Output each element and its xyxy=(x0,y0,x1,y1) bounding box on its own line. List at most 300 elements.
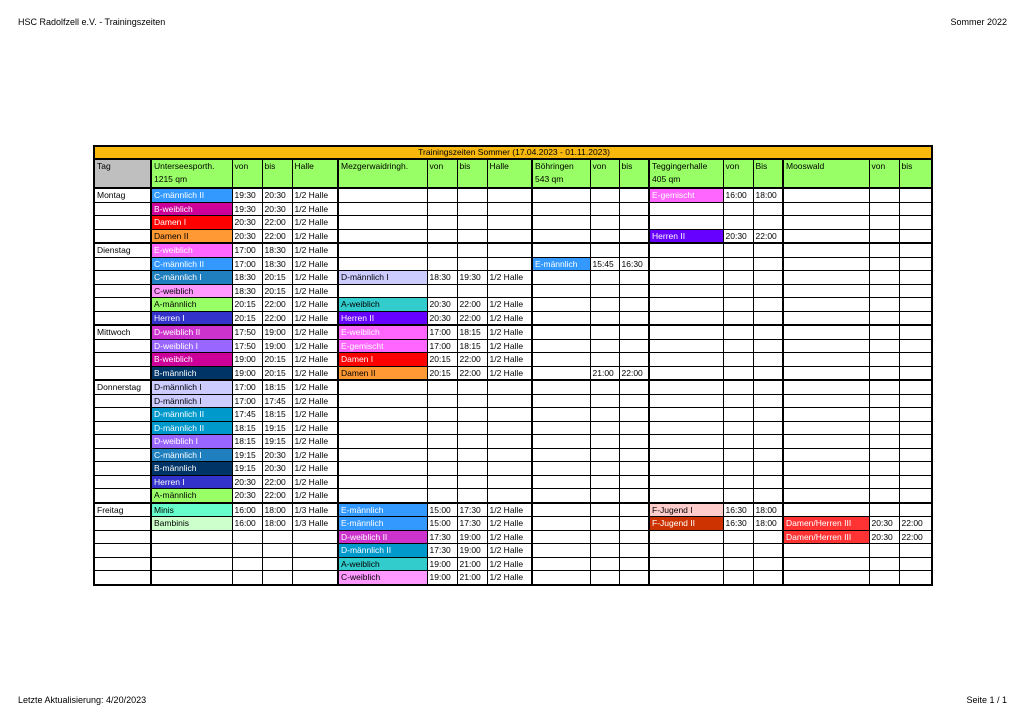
mooswald-bis xyxy=(899,557,932,571)
teggingerhalle-von: 16:30 xyxy=(723,517,753,531)
boehringen-team xyxy=(532,298,590,312)
day-cell xyxy=(94,353,151,367)
mezgerwaidring-von xyxy=(427,421,457,435)
teggingerhalle-team xyxy=(649,339,723,353)
day-cell xyxy=(94,408,151,422)
unterseesporthalle-bis: 20:15 xyxy=(262,271,292,285)
mezgerwaidring-von xyxy=(427,188,457,202)
day-cell: Montag xyxy=(94,188,151,202)
mooswald-von xyxy=(869,380,899,394)
mooswald-bis xyxy=(899,298,932,312)
table-row xyxy=(94,435,932,449)
mezgerwaidring-team: E-weiblich xyxy=(338,325,427,339)
boehringen-bis: 16:30 xyxy=(619,257,649,271)
boehringen-team xyxy=(532,489,590,503)
unterseesporthalle-bis: 18:00 xyxy=(262,517,292,531)
unterseesporthalle-team: Damen II xyxy=(151,229,232,243)
teggingerhalle-von: 20:30 xyxy=(723,229,753,243)
teggingerhalle-von xyxy=(723,284,753,298)
mooswald-bis xyxy=(899,229,932,243)
mezgerwaidring-halle: 1/2 Halle xyxy=(487,571,532,585)
mezgerwaidring-von: 17:30 xyxy=(427,544,457,558)
page-number-footer: Seite 1 / 1 xyxy=(966,695,1007,705)
mezgerwaidring-von: 18:30 xyxy=(427,271,457,285)
boehringen-team xyxy=(532,408,590,422)
boehringen-von xyxy=(590,435,619,449)
mooswald-bis xyxy=(899,489,932,503)
unterseesporthalle-team: D-männlich I xyxy=(151,380,232,394)
mooswald-von xyxy=(869,366,899,380)
boehringen-bis xyxy=(619,229,649,243)
mezgerwaidring-bis xyxy=(457,448,487,462)
unterseesporthalle-bis: 20:15 xyxy=(262,353,292,367)
mooswald-bis xyxy=(899,311,932,325)
mezgerwaidring-halle: 1/2 Halle xyxy=(487,339,532,353)
table-row xyxy=(94,448,932,462)
teggingerhalle-von xyxy=(723,394,753,408)
boehringen-bis xyxy=(619,394,649,408)
mooswald-team xyxy=(783,229,869,243)
teggingerhalle-bis xyxy=(753,448,783,462)
unterseesporthalle-team: D-männlich II xyxy=(151,421,232,435)
table-row xyxy=(94,366,932,380)
table-row xyxy=(94,298,932,312)
unterseesporthalle-von: 17:00 xyxy=(232,257,262,271)
table-row xyxy=(94,325,932,339)
unterseesporthalle-halle: 1/2 Halle xyxy=(292,271,338,285)
mooswald-von xyxy=(869,339,899,353)
mezgerwaidring-bis: 19:00 xyxy=(457,544,487,558)
unterseesporthalle-halle: 1/2 Halle xyxy=(292,298,338,312)
unterseesporthalle-bis: 20:15 xyxy=(262,284,292,298)
boehringen-bis xyxy=(619,408,649,422)
boehringen-von xyxy=(590,229,619,243)
mezgerwaidring-team: E-gemischt xyxy=(338,339,427,353)
mezgerwaidring-halle xyxy=(487,229,532,243)
unterseesporthalle-bis: 20:30 xyxy=(262,188,292,202)
unterseesporthalle-halle: 1/2 Halle xyxy=(292,435,338,449)
boehringen-von xyxy=(590,448,619,462)
mooswald-team xyxy=(783,489,869,503)
teggingerhalle-von xyxy=(723,366,753,380)
mezgerwaidring-von xyxy=(427,408,457,422)
mooswald-von xyxy=(869,284,899,298)
header-t-bis: Bis xyxy=(753,159,783,188)
unterseesporthalle-team: C-männlich I xyxy=(151,448,232,462)
teggingerhalle-bis xyxy=(753,475,783,489)
mooswald-von xyxy=(869,188,899,202)
day-cell: Donnerstag xyxy=(94,380,151,394)
mooswald-bis xyxy=(899,408,932,422)
teggingerhalle-bis xyxy=(753,530,783,544)
unterseesporthalle-halle: 1/2 Halle xyxy=(292,489,338,503)
mezgerwaidring-von: 17:00 xyxy=(427,339,457,353)
mooswald-von: 20:30 xyxy=(869,530,899,544)
boehringen-team xyxy=(532,353,590,367)
teggingerhalle-bis xyxy=(753,339,783,353)
teggingerhalle-von xyxy=(723,448,753,462)
mezgerwaidring-halle xyxy=(487,257,532,271)
boehringen-team xyxy=(532,394,590,408)
mooswald-von xyxy=(869,311,899,325)
boehringen-von xyxy=(590,339,619,353)
mezgerwaidring-bis xyxy=(457,216,487,230)
boehringen-von xyxy=(590,530,619,544)
mooswald-team xyxy=(783,421,869,435)
mezgerwaidring-bis xyxy=(457,408,487,422)
boehringen-bis xyxy=(619,243,649,257)
unterseesporthalle-von: 18:15 xyxy=(232,421,262,435)
teggingerhalle-von xyxy=(723,557,753,571)
teggingerhalle-team xyxy=(649,216,723,230)
mezgerwaidring-bis: 21:00 xyxy=(457,557,487,571)
teggingerhalle-von xyxy=(723,325,753,339)
table-row xyxy=(94,544,932,558)
mooswald-von xyxy=(869,544,899,558)
boehringen-team xyxy=(532,188,590,202)
header-t-von: von xyxy=(723,159,753,188)
mezgerwaidring-halle: 1/2 Halle xyxy=(487,353,532,367)
teggingerhalle-von xyxy=(723,571,753,585)
mezgerwaidring-bis xyxy=(457,284,487,298)
boehringen-von xyxy=(590,243,619,257)
header-u-halle: Halle xyxy=(292,159,338,188)
mezgerwaidring-von xyxy=(427,216,457,230)
mezgerwaidring-bis: 17:30 xyxy=(457,517,487,531)
boehringen-team xyxy=(532,243,590,257)
unterseesporthalle-von: 20:30 xyxy=(232,229,262,243)
table-row xyxy=(94,271,932,285)
table-row xyxy=(94,503,932,517)
teggingerhalle-bis xyxy=(753,284,783,298)
mooswald-von xyxy=(869,408,899,422)
mezgerwaidring-von: 20:30 xyxy=(427,298,457,312)
unterseesporthalle-von: 20:15 xyxy=(232,311,262,325)
boehringen-bis xyxy=(619,489,649,503)
day-cell xyxy=(94,298,151,312)
teggingerhalle-bis: 22:00 xyxy=(753,229,783,243)
teggingerhalle-von xyxy=(723,202,753,216)
mooswald-bis xyxy=(899,380,932,394)
teggingerhalle-von xyxy=(723,216,753,230)
mezgerwaidring-team: E-männlich xyxy=(338,503,427,517)
mezgerwaidring-von: 17:30 xyxy=(427,530,457,544)
teggingerhalle-team xyxy=(649,380,723,394)
teggingerhalle-team xyxy=(649,311,723,325)
mezgerwaidring-bis: 17:30 xyxy=(457,503,487,517)
mooswald-team xyxy=(783,503,869,517)
table-row xyxy=(94,557,932,571)
day-cell xyxy=(94,544,151,558)
unterseesporthalle-team: D-weiblich I xyxy=(151,435,232,449)
mooswald-von xyxy=(869,298,899,312)
boehringen-bis xyxy=(619,311,649,325)
mezgerwaidring-halle xyxy=(487,380,532,394)
unterseesporthalle-von: 17:50 xyxy=(232,339,262,353)
mezgerwaidring-team xyxy=(338,475,427,489)
mooswald-team xyxy=(783,216,869,230)
boehringen-team xyxy=(532,325,590,339)
boehringen-bis xyxy=(619,517,649,531)
mezgerwaidring-team: C-weiblich xyxy=(338,571,427,585)
unterseesporthalle-team: Herren I xyxy=(151,475,232,489)
table-row xyxy=(94,517,932,531)
unterseesporthalle-von: 17:45 xyxy=(232,408,262,422)
unterseesporthalle-bis: 19:00 xyxy=(262,339,292,353)
mezgerwaidring-bis: 19:00 xyxy=(457,530,487,544)
boehringen-bis xyxy=(619,448,649,462)
mezgerwaidring-bis: 22:00 xyxy=(457,298,487,312)
mooswald-team xyxy=(783,462,869,476)
boehringen-von xyxy=(590,571,619,585)
mezgerwaidring-von xyxy=(427,489,457,503)
teggingerhalle-von: 16:30 xyxy=(723,503,753,517)
unterseesporthalle-halle: 1/2 Halle xyxy=(292,202,338,216)
unterseesporthalle-halle: 1/2 Halle xyxy=(292,380,338,394)
unterseesporthalle-bis: 20:30 xyxy=(262,202,292,216)
mezgerwaidring-team: D-männlich II xyxy=(338,544,427,558)
teggingerhalle-team xyxy=(649,325,723,339)
unterseesporthalle-bis xyxy=(262,530,292,544)
boehringen-bis xyxy=(619,503,649,517)
teggingerhalle-team xyxy=(649,394,723,408)
table-row xyxy=(94,475,932,489)
unterseesporthalle-bis: 22:00 xyxy=(262,475,292,489)
boehringen-team xyxy=(532,571,590,585)
mezgerwaidring-halle: 1/2 Halle xyxy=(487,530,532,544)
day-cell xyxy=(94,284,151,298)
boehringen-team xyxy=(532,517,590,531)
boehringen-bis xyxy=(619,298,649,312)
unterseesporthalle-von: 20:30 xyxy=(232,216,262,230)
unterseesporthalle-von: 20:15 xyxy=(232,298,262,312)
mooswald-von xyxy=(869,353,899,367)
day-cell xyxy=(94,339,151,353)
table-row xyxy=(94,202,932,216)
unterseesporthalle-bis: 20:30 xyxy=(262,448,292,462)
boehringen-team xyxy=(532,530,590,544)
unterseesporthalle-halle: 1/3 Halle xyxy=(292,503,338,517)
mooswald-bis xyxy=(899,462,932,476)
mooswald-team xyxy=(783,271,869,285)
mooswald-von xyxy=(869,271,899,285)
mooswald-team xyxy=(783,571,869,585)
unterseesporthalle-bis xyxy=(262,571,292,585)
unterseesporthalle-team xyxy=(151,557,232,571)
mezgerwaidring-von xyxy=(427,243,457,257)
boehringen-von xyxy=(590,421,619,435)
mezgerwaidring-halle xyxy=(487,394,532,408)
boehringen-bis xyxy=(619,557,649,571)
boehringen-von xyxy=(590,557,619,571)
mezgerwaidring-bis xyxy=(457,188,487,202)
boehringen-bis xyxy=(619,530,649,544)
mezgerwaidring-halle xyxy=(487,284,532,298)
boehringen-team xyxy=(532,380,590,394)
mezgerwaidring-halle xyxy=(487,462,532,476)
teggingerhalle-bis xyxy=(753,298,783,312)
boehringen-team xyxy=(532,202,590,216)
unterseesporthalle-halle: 1/2 Halle xyxy=(292,243,338,257)
unterseesporthalle-bis: 18:15 xyxy=(262,380,292,394)
mezgerwaidring-bis: 22:00 xyxy=(457,353,487,367)
unterseesporthalle-team: C-männlich II xyxy=(151,188,232,202)
header-w-bis: bis xyxy=(899,159,932,188)
mooswald-von xyxy=(869,435,899,449)
boehringen-bis xyxy=(619,462,649,476)
boehringen-von xyxy=(590,475,619,489)
mezgerwaidring-von: 19:00 xyxy=(427,571,457,585)
mezgerwaidring-von xyxy=(427,394,457,408)
unterseesporthalle-von: 18:30 xyxy=(232,271,262,285)
day-cell: Dienstag xyxy=(94,243,151,257)
mooswald-von: 20:30 xyxy=(869,517,899,531)
teggingerhalle-team xyxy=(649,298,723,312)
mezgerwaidring-team xyxy=(338,462,427,476)
day-cell xyxy=(94,462,151,476)
boehringen-team xyxy=(532,284,590,298)
teggingerhalle-bis: 18:00 xyxy=(753,503,783,517)
mezgerwaidring-team xyxy=(338,216,427,230)
day-cell xyxy=(94,517,151,531)
table-row xyxy=(94,571,932,585)
unterseesporthalle-bis: 19:15 xyxy=(262,421,292,435)
mooswald-von xyxy=(869,489,899,503)
mezgerwaidring-team: A-weiblich xyxy=(338,298,427,312)
unterseesporthalle-halle: 1/3 Halle xyxy=(292,517,338,531)
mooswald-team xyxy=(783,408,869,422)
unterseesporthalle-team: B-weiblich xyxy=(151,202,232,216)
unterseesporthalle-team: C-weiblich xyxy=(151,284,232,298)
day-cell xyxy=(94,435,151,449)
unterseesporthalle-team: D-weiblich I xyxy=(151,339,232,353)
mezgerwaidring-bis: 22:00 xyxy=(457,311,487,325)
teggingerhalle-von xyxy=(723,298,753,312)
mezgerwaidring-team xyxy=(338,243,427,257)
teggingerhalle-team xyxy=(649,530,723,544)
table-row xyxy=(94,394,932,408)
mezgerwaidring-team xyxy=(338,284,427,298)
unterseesporthalle-team: B-weiblich xyxy=(151,353,232,367)
mezgerwaidring-team xyxy=(338,448,427,462)
boehringen-team xyxy=(532,448,590,462)
unterseesporthalle-bis: 20:30 xyxy=(262,462,292,476)
day-cell xyxy=(94,202,151,216)
boehringen-von xyxy=(590,271,619,285)
unterseesporthalle-halle: 1/2 Halle xyxy=(292,339,338,353)
day-cell: Mittwoch xyxy=(94,325,151,339)
teggingerhalle-bis xyxy=(753,216,783,230)
teggingerhalle-bis xyxy=(753,257,783,271)
unterseesporthalle-von: 19:00 xyxy=(232,366,262,380)
mezgerwaidring-bis xyxy=(457,380,487,394)
boehringen-von xyxy=(590,202,619,216)
unterseesporthalle-von: 19:00 xyxy=(232,353,262,367)
mooswald-bis xyxy=(899,188,932,202)
teggingerhalle-team: E-gemischt xyxy=(649,188,723,202)
teggingerhalle-von xyxy=(723,421,753,435)
header-mooswald: Mooswald xyxy=(783,159,869,188)
teggingerhalle-bis: 18:00 xyxy=(753,188,783,202)
unterseesporthalle-bis: 18:30 xyxy=(262,243,292,257)
mezgerwaidring-halle xyxy=(487,202,532,216)
mooswald-team xyxy=(783,311,869,325)
unterseesporthalle-team xyxy=(151,571,232,585)
header-u-bis: bis xyxy=(262,159,292,188)
boehringen-team xyxy=(532,435,590,449)
unterseesporthalle-von: 19:15 xyxy=(232,448,262,462)
unterseesporthalle-von: 17:00 xyxy=(232,243,262,257)
boehringen-team xyxy=(532,311,590,325)
teggingerhalle-bis xyxy=(753,544,783,558)
mooswald-von xyxy=(869,475,899,489)
mooswald-team xyxy=(783,298,869,312)
teggingerhalle-von xyxy=(723,311,753,325)
boehringen-von: 15:45 xyxy=(590,257,619,271)
boehringen-von xyxy=(590,284,619,298)
mooswald-von xyxy=(869,571,899,585)
mezgerwaidring-team xyxy=(338,202,427,216)
boehringen-von xyxy=(590,544,619,558)
mezgerwaidring-bis xyxy=(457,489,487,503)
unterseesporthalle-team: Minis xyxy=(151,503,232,517)
boehringen-bis xyxy=(619,380,649,394)
teggingerhalle-team: F-Jugend II xyxy=(649,517,723,531)
boehringen-bis xyxy=(619,421,649,435)
unterseesporthalle-von xyxy=(232,557,262,571)
day-cell xyxy=(94,311,151,325)
mooswald-bis xyxy=(899,366,932,380)
mezgerwaidring-team: A-weiblich xyxy=(338,557,427,571)
teggingerhalle-team: F-Jugend I xyxy=(649,503,723,517)
teggingerhalle-von xyxy=(723,243,753,257)
boehringen-team: E-männlich xyxy=(532,257,590,271)
boehringen-team xyxy=(532,339,590,353)
mezgerwaidring-von xyxy=(427,462,457,476)
header-u-von: von xyxy=(232,159,262,188)
boehringen-bis: 22:00 xyxy=(619,366,649,380)
teggingerhalle-von xyxy=(723,271,753,285)
boehringen-bis xyxy=(619,435,649,449)
teggingerhalle-von xyxy=(723,462,753,476)
unterseesporthalle-halle: 1/2 Halle xyxy=(292,188,338,202)
unterseesporthalle-team: C-männlich II xyxy=(151,257,232,271)
header-m-von: von xyxy=(427,159,457,188)
unterseesporthalle-von xyxy=(232,530,262,544)
mezgerwaidring-team xyxy=(338,489,427,503)
boehringen-team xyxy=(532,462,590,476)
teggingerhalle-team: Herren II xyxy=(649,229,723,243)
teggingerhalle-team xyxy=(649,571,723,585)
day-cell xyxy=(94,448,151,462)
teggingerhalle-team xyxy=(649,408,723,422)
teggingerhalle-bis xyxy=(753,243,783,257)
unterseesporthalle-halle xyxy=(292,571,338,585)
mezgerwaidring-halle xyxy=(487,188,532,202)
mezgerwaidring-bis xyxy=(457,462,487,476)
boehringen-von xyxy=(590,188,619,202)
teggingerhalle-team xyxy=(649,202,723,216)
mooswald-bis xyxy=(899,339,932,353)
unterseesporthalle-halle: 1/2 Halle xyxy=(292,325,338,339)
mooswald-bis xyxy=(899,571,932,585)
teggingerhalle-team xyxy=(649,353,723,367)
teggingerhalle-bis xyxy=(753,557,783,571)
unterseesporthalle-bis: 22:00 xyxy=(262,216,292,230)
header-b-von: von xyxy=(590,159,619,188)
boehringen-bis xyxy=(619,284,649,298)
boehringen-von xyxy=(590,380,619,394)
